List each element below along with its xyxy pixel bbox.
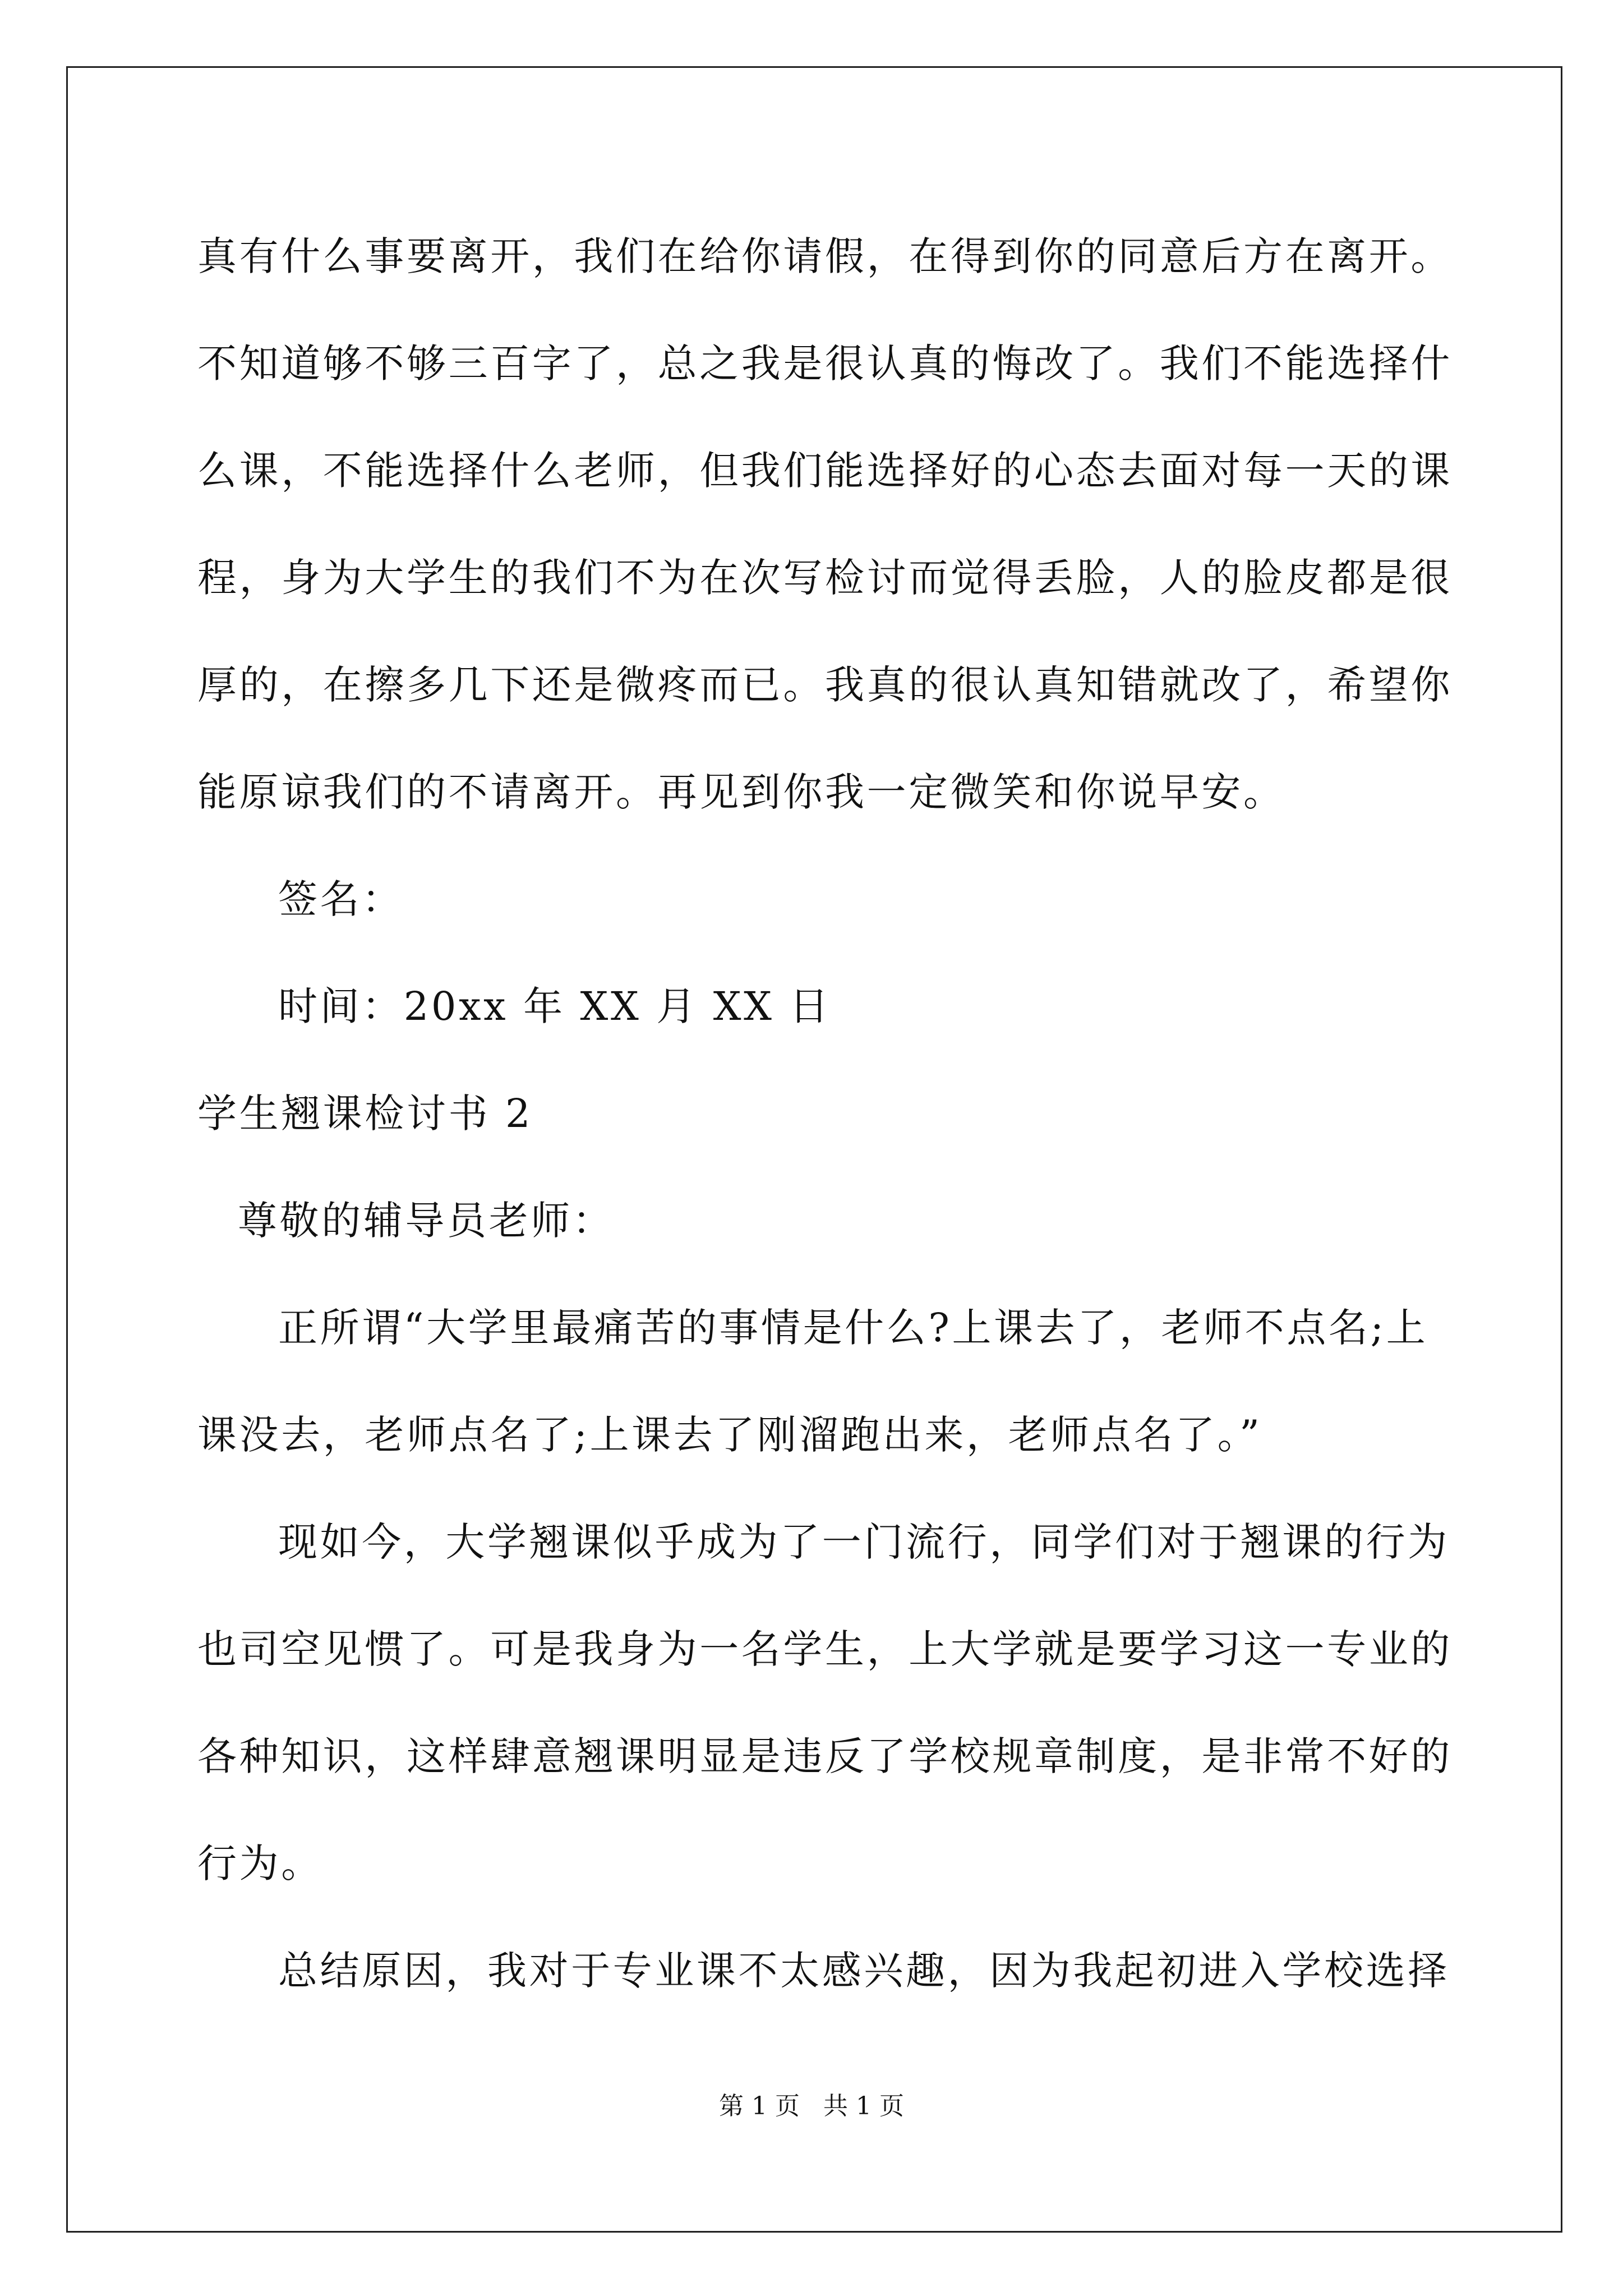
document-body — [197, 203, 1453, 2024]
paragraph-line: 能原谅我们的不请离开。再见到你我一定微笑和你说早安。 — [197, 769, 1285, 815]
paragraph-line: 不知道够不够三百字了，总之我是很认真的悔改了。我们不能选择什 — [197, 341, 1453, 386]
paragraph-line: 厚的，在擦多几下还是微疼而已。我真的很认真知错就改了，希望你 — [197, 662, 1453, 708]
paragraph-line: 各种知识，这样肆意翘课明显是违反了学校规章制度，是非常不好的 — [197, 1733, 1453, 1779]
paragraph-line: 真有什么事要离开，我们在给你请假，在得到你的同意后方在离开。 — [197, 233, 1453, 279]
page-footer: 第 1 页 共 1 页 — [719, 2092, 904, 2120]
paragraph-line: 程，身为大学生的我们不为在次写检讨而觉得丢脸，人的脸皮都是很 — [197, 555, 1453, 601]
paragraph-line: 也司空见惯了。可是我身为一名学生，上大学就是要学习这一专业的 — [197, 1626, 1453, 1672]
paragraph-line: 现如今，大学翘课似乎成为了一门流行，同学们对于翘课的行为 — [278, 1519, 1450, 1565]
salutation: 尊敬的辅导员老师： — [238, 1198, 615, 1244]
paragraph-line: 课没去，老师点名了;上课去了刚溜跑出来，老师点名了。” — [197, 1412, 1262, 1458]
section-title: 学生翘课检讨书 2 — [197, 1091, 533, 1137]
date-line: 时间：20xx 年 XX 月 XX 日 — [278, 983, 832, 1029]
paragraph-line: 正所谓“大学里最痛苦的事情是什么?上课去了，老师不点名;上 — [278, 1305, 1428, 1351]
paragraph-line: 总结原因，我对于专业课不太感兴趣，因为我起初进入学校选择 — [278, 1948, 1450, 1994]
paragraph-line: 行为。 — [197, 1841, 323, 1887]
paragraph-line: 么课，不能选择什么老师，但我们能选择好的心态去面对每一天的课 — [197, 448, 1453, 494]
signature-label: 签名： — [278, 876, 404, 922]
